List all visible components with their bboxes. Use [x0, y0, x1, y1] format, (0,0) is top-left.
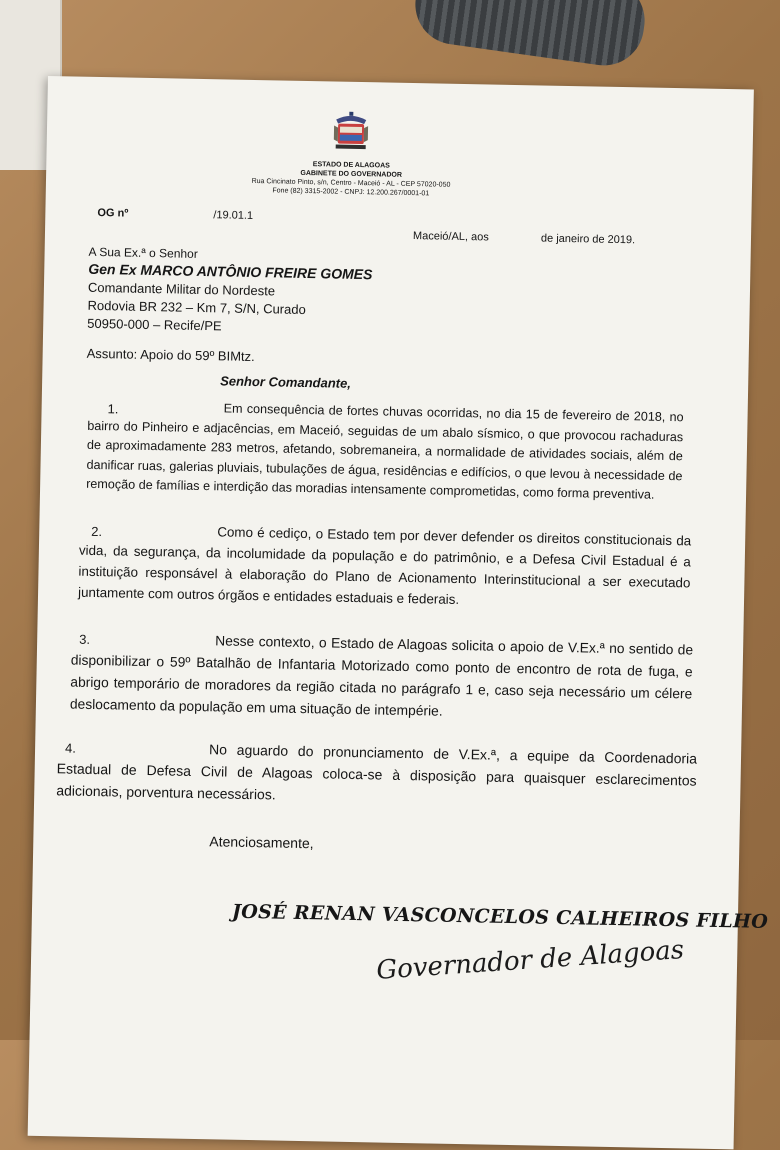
header-office: GABINETE DO GOVERNADOR [300, 169, 402, 179]
paragraph-3-number: 3. [79, 631, 91, 647]
signature-title: Governador de Alagoas [375, 934, 685, 986]
recipient-street: Rodovia BR 232 – Km 7, S/N, Curado [87, 297, 306, 317]
greeting: Senhor Comandante, [220, 373, 352, 391]
date-text: de janeiro de 2019. [540, 232, 636, 247]
og-label: OG nº [97, 206, 129, 220]
paragraph-4-number: 4. [64, 740, 77, 756]
paragraph-4: No aguardo do pronunciamento de V.Ex.ª, a equipe da Coordenadoria Estadual de Defesa Civil de Alagoas coloca-se à disposição para quaisquer esclarecimentos adicionais, porventura necessários. [56, 741, 698, 803]
recipient-salutation: A Sua Ex.ª o Senhor [88, 244, 198, 261]
header-state: ESTADO DE ALAGOAS [312, 161, 390, 170]
recipient-role: Comandante Militar do Nordeste [87, 279, 276, 299]
header-address: Rua Cincinato Pinto, s/n, Centro - Maceió - AL - CEP 57020-050 [251, 177, 451, 189]
subject-line: Assunto: Apoio do 59º BIMtz. [86, 345, 255, 365]
paragraph-1-number: 1. [107, 401, 119, 417]
date-place: Maceió/AL, aos [412, 230, 489, 244]
letter-sheet [28, 76, 769, 1149]
recipient-name: Gen Ex MARCO ANTÔNIO FREIRE GOMES [88, 260, 373, 283]
recipient-city: 50950-000 – Recife/PE [87, 315, 222, 334]
header-contact: Fone (82) 3315-2002 - CNPJ: 12.200.267/0001-01 [272, 187, 430, 198]
signatory-name: JOSÉ RENAN VASCONCELOS CALHEIROS FILHO [231, 900, 769, 933]
og-number: /19.01.1 [213, 209, 254, 222]
state-coat-of-arms-icon [328, 109, 375, 152]
phone-cord [410, 0, 650, 71]
paragraph-1: Em consequência de fortes chuvas ocorridas, no dia 15 de fevereiro de 2018, no bairro do Pinheiro e adjacências, em Maceió, seguidas de um abalo sísmico, o que provocou rachaduras de aproximadamente 283 metros, afetando, sobremaneira, a normalidade de atividades sociais, além de danificar ruas, galerias pluviais, tubulações de água, residências e edifícios, o que levou à necessidade de remoção de famílias e interdição das moradias intensamente comprometidas, como forma preventiva. [86, 401, 684, 503]
paragraph-3: Nesse contexto, o Estado de Alagoas solicita o apoio de V.Ex.ª no sentido de disponibilizar o 59º Batalhão de Infantaria Motorizado como ponto de encontro de rota de fuga, e abrigo temporário de moradores da região citada no parágrafo 1 e, caso seja necessário um célere deslocamento da população em uma situação de intempérie. [69, 633, 694, 719]
closing: Atenciosamente, [209, 833, 314, 852]
paragraph-2: Como é cediço, o Estado tem por dever defender os direitos constitucionais da vida, da segurança, da incolumidade da população e do patrimônio, e a Defesa Civil Estadual é a instituição responsável à elaboração do Plano de Acionamento Interinstitucional a ser executado juntamente com outros órgãos e entidades estaduais e federais. [77, 524, 692, 607]
paragraph-2-number: 2. [91, 523, 103, 540]
